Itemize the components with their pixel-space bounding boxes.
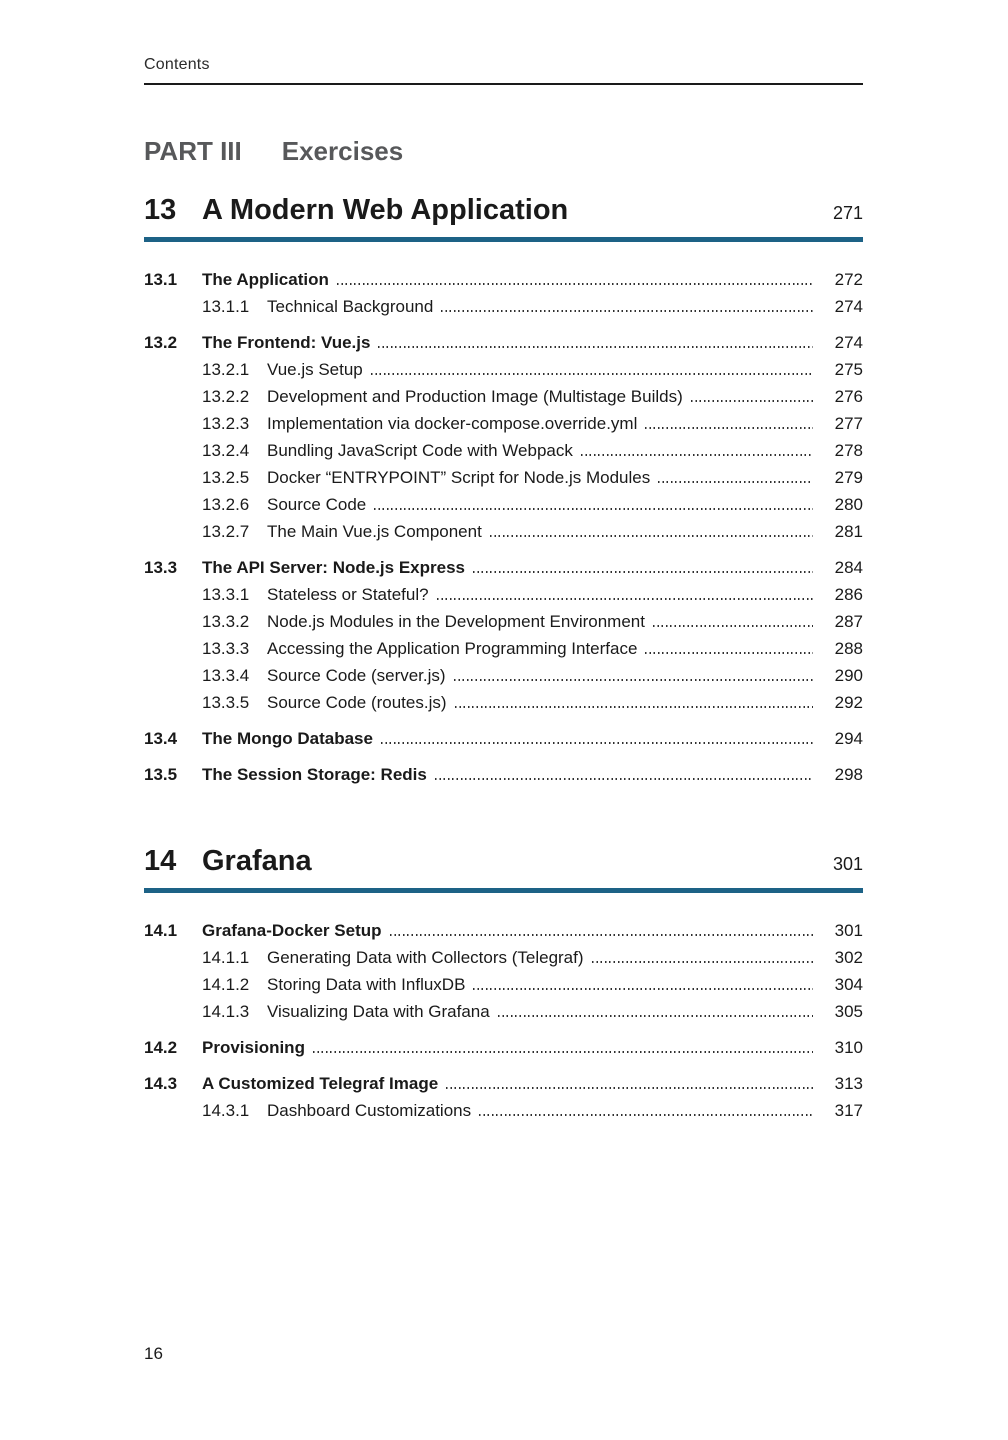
toc-entry-number: 13.2.1: [202, 360, 250, 379]
toc-entry[interactable]: [144, 998, 863, 1025]
toc-entry-title: The Mongo Database: [202, 729, 373, 748]
page-number: 16: [144, 1344, 163, 1363]
dot-leader: [435, 778, 813, 780]
toc-entry-number: 13.4: [144, 729, 178, 748]
toc-entry-page: 292: [834, 693, 863, 712]
toc-entry-number: 13.3.3: [202, 639, 250, 658]
dot-leader: [592, 961, 813, 963]
toc-entry[interactable]: [144, 356, 863, 383]
toc-entry[interactable]: [144, 725, 863, 752]
part-label: PART III: [144, 136, 242, 166]
dot-leader: [645, 427, 813, 429]
toc-entry-page: 284: [834, 558, 863, 577]
part-title: Exercises: [281, 136, 404, 166]
chapter-page: 271: [832, 203, 863, 223]
toc-entry[interactable]: [144, 761, 863, 788]
toc-entry-title: Provisioning: [202, 1038, 305, 1057]
toc-entry-page: 274: [834, 297, 863, 316]
toc-entry-number: 13.2: [144, 333, 178, 352]
dot-leader: [446, 1087, 813, 1089]
toc-entry-title: Source Code (routes.js): [267, 693, 447, 712]
dot-leader: [378, 346, 813, 348]
toc-entry-title: Stateless or Stateful?: [267, 585, 429, 604]
part-heading: [144, 135, 863, 167]
chapter-title: Grafana: [202, 845, 312, 877]
toc-entry-title: A Customized Telegraf Image: [202, 1074, 439, 1093]
toc-entry[interactable]: [144, 491, 863, 518]
running-header-rule: [144, 83, 863, 85]
toc-entry[interactable]: [144, 464, 863, 491]
toc-entry[interactable]: [144, 1070, 863, 1097]
toc-entry-page: 301: [834, 921, 863, 940]
toc-entry-title: Grafana-Docker Setup: [202, 921, 382, 940]
toc-entry-number: 13.3.2: [202, 612, 250, 631]
toc-entry-page: 305: [834, 1002, 863, 1021]
dot-leader: [455, 706, 813, 708]
toc-entry-page: 281: [834, 522, 863, 541]
toc-entry-page: 288: [834, 639, 863, 658]
toc-entry-page: 277: [834, 414, 863, 433]
toc-entry-page: 278: [834, 441, 863, 460]
running-header-title: Contents: [144, 56, 210, 73]
toc-entry-page: 310: [834, 1038, 863, 1057]
dot-leader: [473, 571, 813, 573]
dot-leader: [498, 1015, 813, 1017]
toc-chapter: [144, 844, 863, 1124]
toc-entry-number: 13.5: [144, 765, 178, 784]
toc-entry-title: The Frontend: Vue.js: [202, 333, 371, 352]
toc-entry[interactable]: [144, 437, 863, 464]
toc-entry-number: 13.2.5: [202, 468, 250, 487]
toc-entry-title: Technical Background: [267, 297, 434, 316]
toc-entry-number: 13.2.6: [202, 495, 250, 514]
toc-entry[interactable]: [144, 971, 863, 998]
toc-entry-title: Docker “ENTRYPOINT” Script for Node.js Modules: [267, 468, 651, 487]
toc-entry-page: 280: [834, 495, 863, 514]
dot-leader: [437, 598, 813, 600]
toc-entry-page: 294: [834, 729, 863, 748]
toc-entry-title: Visualizing Data with Grafana: [267, 1002, 490, 1021]
toc-entry[interactable]: [144, 266, 863, 293]
chapter-heading[interactable]: [144, 193, 863, 231]
toc-entry-title: Vue.js Setup: [267, 360, 363, 379]
toc-entry-page: 304: [834, 975, 863, 994]
toc-entry-number: 13.3.4: [202, 666, 250, 685]
toc-entry-number: 13.3.1: [202, 585, 250, 604]
page-content: [144, 56, 863, 1124]
toc-entry-page: 317: [834, 1101, 863, 1120]
dot-leader: [691, 400, 813, 402]
toc-entry-number: 14.2: [144, 1038, 178, 1057]
toc-entry-number: 14.1.1: [202, 948, 250, 967]
toc-entry-page: 302: [834, 948, 863, 967]
running-header: [144, 56, 863, 85]
dot-leader: [371, 373, 813, 375]
dot-leader: [313, 1051, 813, 1053]
toc-entry-number: 13.1.1: [202, 297, 250, 316]
toc-entry-title: Accessing the Application Programming Interface: [267, 639, 638, 658]
toc-entry-title: Source Code (server.js): [267, 666, 446, 685]
toc-entry-page: 286: [834, 585, 863, 604]
toc-entry-title: The Main Vue.js Component: [267, 522, 482, 541]
chapter-heading[interactable]: [144, 844, 863, 882]
toc-entry[interactable]: [144, 1034, 863, 1061]
toc-entry[interactable]: [144, 608, 863, 635]
chapter-rule: [144, 237, 863, 242]
toc-entry-number: 14.3: [144, 1074, 178, 1093]
toc-entry-page: 274: [834, 333, 863, 352]
chapter-number: 13: [144, 194, 177, 226]
chapter-entries: [144, 917, 863, 1124]
dot-leader: [581, 454, 813, 456]
toc-entry[interactable]: [144, 410, 863, 437]
toc-entry-title: Bundling JavaScript Code with Webpack: [267, 441, 573, 460]
dot-leader: [645, 652, 813, 654]
toc-entry[interactable]: [144, 635, 863, 662]
dot-leader: [658, 481, 813, 483]
toc-entry-title: Node.js Modules in the Development Environment: [267, 612, 645, 631]
chapter-number: 14: [144, 845, 177, 877]
toc-entry-number: 13.2.4: [202, 441, 250, 460]
toc-entry[interactable]: [144, 293, 863, 320]
dot-leader: [390, 934, 814, 936]
toc-entry-number: 13.2.7: [202, 522, 250, 541]
toc-entry[interactable]: [144, 689, 863, 716]
toc-entry-page: 298: [834, 765, 863, 784]
toc-entry[interactable]: [144, 662, 863, 689]
toc-entry-number: 14.1.3: [202, 1002, 250, 1021]
toc-chapter: [144, 193, 863, 788]
toc-entry-title: Implementation via docker-compose.override.yml: [267, 414, 638, 433]
toc-entry-number: 14.1.2: [202, 975, 250, 994]
toc-entry[interactable]: [144, 917, 863, 944]
toc-entry-title: The Session Storage: Redis: [202, 765, 427, 784]
dot-leader: [381, 742, 813, 744]
toc-entry-title: Source Code: [267, 495, 367, 514]
toc-entry-page: 272: [834, 270, 863, 289]
toc-entry-page: 275: [834, 360, 863, 379]
toc-entry-title: Generating Data with Collectors (Telegraf): [267, 948, 584, 967]
toc-entry-number: 14.3.1: [202, 1101, 250, 1120]
toc-entry-title: The Application: [202, 270, 329, 289]
dot-leader: [653, 625, 813, 627]
chapter-entries: [144, 266, 863, 788]
dot-leader: [490, 535, 813, 537]
toc-entry-page: 290: [834, 666, 863, 685]
toc-entry[interactable]: [144, 944, 863, 971]
toc-entry-title: Development and Production Image (Multistage Builds): [267, 387, 683, 406]
toc-entry[interactable]: [144, 554, 863, 581]
dot-leader: [454, 679, 813, 681]
toc-entry-number: 13.3: [144, 558, 178, 577]
toc-entry[interactable]: [144, 329, 863, 356]
chapter-title: A Modern Web Application: [202, 194, 569, 226]
toc-chapters: [144, 193, 863, 1124]
toc-entry[interactable]: [144, 518, 863, 545]
toc-entry-page: 313: [834, 1074, 863, 1093]
toc-entry-number: 13.2.3: [202, 414, 250, 433]
toc-entry-number: 13.3.5: [202, 693, 250, 712]
dot-leader: [374, 508, 813, 510]
toc-entry-number: 13.1: [144, 270, 178, 289]
dot-leader: [473, 988, 813, 990]
toc-entry-title: Dashboard Customizations: [267, 1101, 472, 1120]
toc-entry-page: 287: [834, 612, 863, 631]
chapter-rule: [144, 888, 863, 893]
toc-entry-number: 14.1: [144, 921, 178, 940]
toc-entry-title: Storing Data with InfluxDB: [267, 975, 466, 994]
toc-entry-page: 279: [834, 468, 863, 487]
dot-leader: [441, 310, 813, 312]
dot-leader: [479, 1114, 813, 1116]
toc-entry-number: 13.2.2: [202, 387, 250, 406]
chapter-page: 301: [832, 854, 863, 874]
toc-entry[interactable]: [144, 1097, 863, 1124]
toc-entry-page: 276: [834, 387, 863, 406]
dot-leader: [337, 283, 813, 285]
toc-entry-title: The API Server: Node.js Express: [202, 558, 465, 577]
toc-entry[interactable]: [144, 383, 863, 410]
toc-entry[interactable]: [144, 581, 863, 608]
